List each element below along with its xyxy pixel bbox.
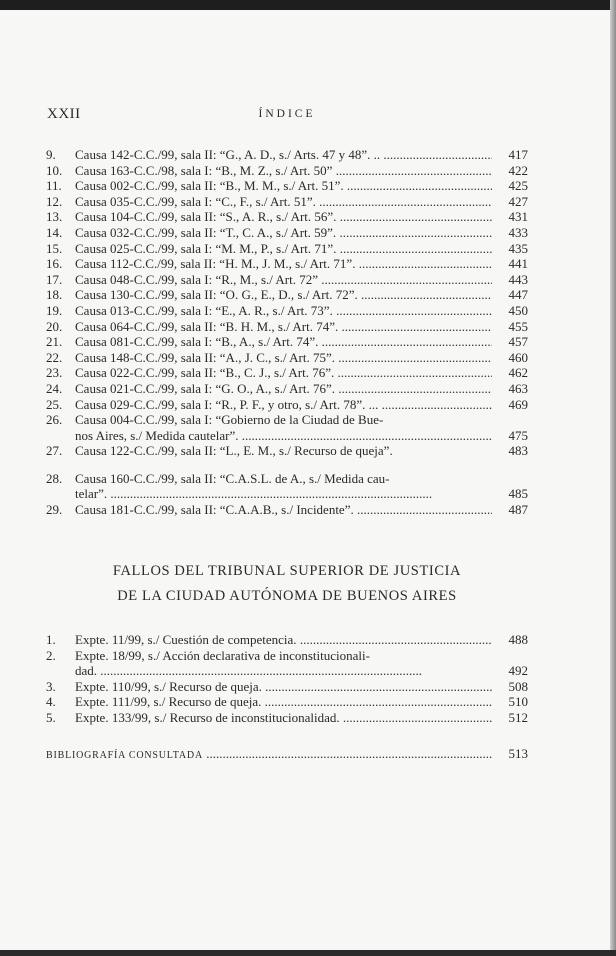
entry-page: 427 [508,193,528,209]
causa-entry [46,443,528,459]
entry-page: 487 [508,502,528,518]
fallos-heading-line2: DE LA CIUDAD AUTÓNOMA DE BUENOS AIRES [117,588,457,604]
entry-title-line2: nos Aires, s./ Medida cautelar”. ..... [75,428,492,444]
entry-page: 425 [508,178,528,194]
entry-page: 492 [508,663,528,679]
entry-number: 3. [46,678,56,694]
causas-list [46,147,528,518]
causa-entry [46,163,528,179]
entry-number: 28. [46,470,63,486]
causa-entry [46,350,528,366]
causa-entry [46,287,528,303]
entry-number: 10. [46,162,63,178]
entry-title: Causa 130-C.C./99, sala II: “O. G., E., D., s./ Art. 72”. [75,287,358,303]
entry-title: Expte. 11/99, s./ Cuestión de competencia. [75,632,297,647]
entry-title: Causa 013-C.C./99, sala I: “E., A. R., s./ Art. 73”. [75,302,333,318]
entry-page: 510 [508,694,528,710]
entry-page: 433 [508,224,528,240]
causa-entry [46,412,528,443]
causa-entry [46,225,528,241]
entry-page: 447 [508,287,528,303]
entry-title: Causa 035-C.C./99, sala I: “C., F., s./ Art. 51”. [75,193,316,209]
entry-page: 431 [508,209,528,225]
entry-page: 469 [508,396,528,412]
entry-number: 27. [46,443,63,459]
entry-page: 475 [508,427,528,443]
expedientes-list [46,632,528,726]
entry-title-line2: dad. ..... [75,663,492,679]
entry-number: 21. [46,334,63,350]
entry-title: Causa 025-C.C./99, sala I: “M. M., P., s./ Art. 71”. [75,240,337,256]
entry-number: 29. [46,502,63,518]
entry-number: 14. [46,224,63,240]
causa-entry [46,303,528,319]
entry-title: Causa 104-C.C./99, sala II: “S., A. R., s./ Art. 56”. [75,209,337,225]
entry-title: Causa 021-C.C./99, sala I: “G. O., A., s./ Art. 76”. [75,380,335,396]
entry-title: Causa 181-C.C./99, sala II: “C.A.A.B., s./ Incidente”. [75,502,354,518]
scan-bottom-edge [0,950,616,956]
entry-number: 22. [46,349,63,365]
entry-title-line1: Expte. 18/99, s./ Acción declarativa de inconstitucionali- [75,647,370,663]
entry-page: 460 [508,349,528,365]
entry-title: Causa 048-C.C./99, sala I: “R., M., s./ Art. 72” [75,271,319,287]
entry-number: 11. [46,178,62,194]
entry-title: Causa 148-C.C./99, sala II: “A., J. C., s./ Art. 75”. [75,349,335,365]
scan-top-edge [0,0,616,10]
entry-title: Causa 064-C.C./99, sala II: “B. H. M., s./ Art. 74”. [75,318,339,334]
entry-title: Causa 002-C.C./99, sala II: “B., M. M., s./ Art. 51”. [75,178,344,194]
scan-right-edge [610,0,616,956]
entry-page: 488 [508,632,528,647]
causa-entry [46,365,528,381]
causa-entry [46,194,528,210]
entry-title: Causa 032-C.C./99, sala II: “T., C. A., s./ Art. 59”. [75,224,337,240]
entry-title-line1: Causa 004-C.C./99, sala I: “Gobierno de la Ciudad de Bue- [75,412,384,428]
entry-page: 457 [508,334,528,350]
entry-number: 18. [46,287,63,303]
entry-number: 13. [46,209,63,225]
entry-page: 443 [508,271,528,287]
causa-entry [46,471,528,502]
entry-page: 450 [508,302,528,318]
bibliografia-page: 513 [508,746,528,761]
entry-title: Causa 022-C.C./99, sala II: “B., C. J., s./ Art. 76”. [75,365,335,381]
entry-title: Causa 081-C.C./99, sala I: “B., A., s./ Art. 74”. [75,334,319,350]
entry-page: 435 [508,240,528,256]
causa-entry [46,241,528,257]
entry-number: 9. [46,147,56,162]
entry-title: Expte. 110/99, s./ Recurso de queja. [75,678,262,694]
entry-page: 512 [508,709,528,725]
page-header [47,106,527,126]
entry-number: 2. [46,647,56,663]
entry-page: 463 [508,380,528,396]
entry-title: Causa 142-C.C./99, sala II: “G., A. D., s./ Arts. 47 y 48”. .. [75,147,381,162]
entry-title: Causa 163-C.C./98, sala I: “B., M. Z., s./ Art. 50” [75,162,333,178]
entry-number: 5. [46,709,56,725]
entry-number: 12. [46,193,63,209]
causa-entry [46,397,528,413]
entry-title-line1: Causa 160-C.C./99, sala II: “C.A.S.L. de A., s./ Medida cau- [75,470,390,486]
causa-entry [46,319,528,335]
entry-page: 441 [508,256,528,272]
expediente-entry [46,648,528,679]
fallos-heading-line1: FALLOS DEL TRIBUNAL SUPERIOR DE JUSTICIA [112,563,462,579]
entry-title: Expte. 133/99, s./ Recurso de inconstitucionalidad. [75,709,340,725]
entry-title: Causa 122-C.C./99, sala II: “L., E. M., s./ Recurso de queja”. [75,443,393,459]
page-number: XXII [47,106,81,122]
expediente-entry [46,679,528,695]
causa-entry [46,502,528,518]
entry-page: 485 [508,486,528,502]
entry-title: Expte. 111/99, s./ Recurso de queja. [75,694,262,710]
causa-entry [46,209,528,225]
entry-title: Causa 112-C.C./99, sala II: “H. M., J. M., s./ Art. 71”. [75,256,356,272]
entry-number: 23. [46,365,63,381]
entry-number: 16. [46,256,63,272]
causa-entry [46,178,528,194]
entry-number: 25. [46,396,63,412]
entry-number: 19. [46,302,63,318]
entry-number: 24. [46,380,63,396]
entry-page: 508 [508,678,528,694]
entry-page: 483 [508,443,528,459]
causa-entry [46,256,528,272]
expediente-entry [46,710,528,726]
entry-number: 15. [46,240,63,256]
entry-title-line2: telar”. ..... [75,486,492,502]
entry-page: 462 [508,365,528,381]
entry-title: Causa 029-C.C./99, sala I: “R., P. F., y otro, s./ Art. 78”. ... [75,396,379,412]
entry-number: 20. [46,318,63,334]
entry-page: 417 [508,147,528,162]
expediente-entry [46,694,528,710]
causa-entry [46,272,528,288]
entry-page: 422 [508,162,528,178]
entry-page: 455 [508,318,528,334]
entry-number: 17. [46,271,63,287]
entry-number: 26. [46,412,63,428]
expediente-entry [46,632,528,648]
entry-number: 4. [46,694,56,710]
bibliografia-label: BIBLIOGRAFÍA CONSULTADA [46,750,203,761]
causa-entry [46,381,528,397]
bibliografia-entry [46,746,528,764]
causa-entry [46,147,528,163]
entry-number: 1. [46,632,56,647]
causa-entry [46,334,528,350]
section-title: ÍNDICE [258,108,316,120]
